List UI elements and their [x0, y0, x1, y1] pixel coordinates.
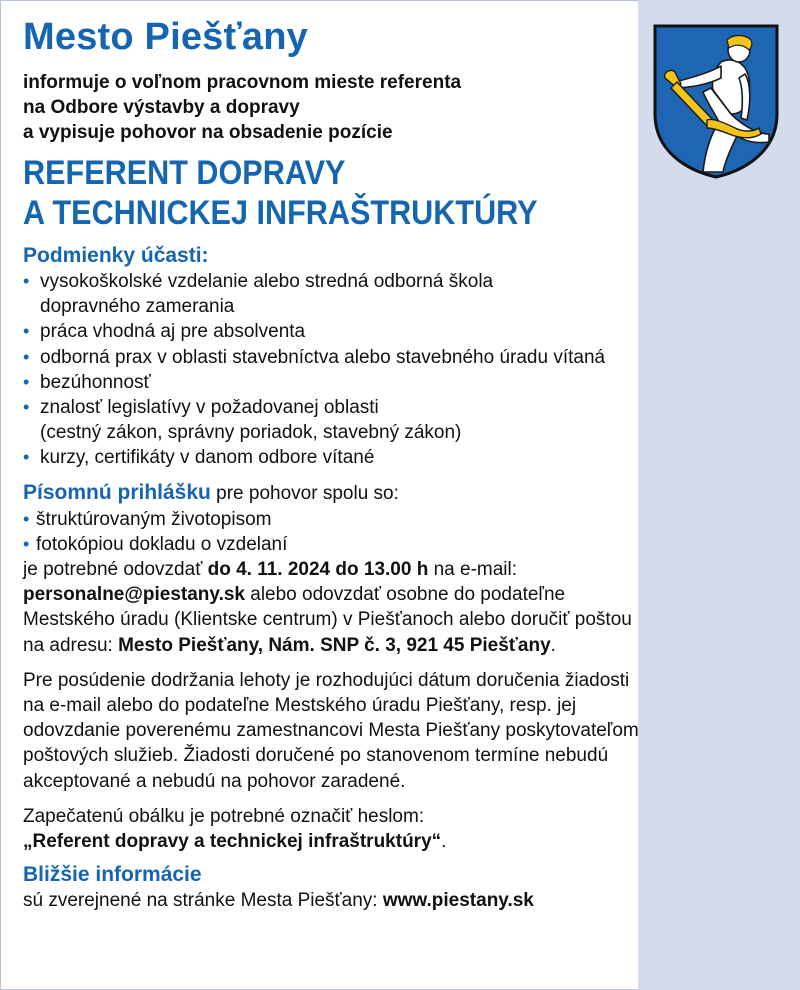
email-post: alebo odovzdať osobne do podateľne: [244, 584, 566, 606]
envelope-slogan-line: [23, 829, 763, 854]
list-item-text: • kurzy, certifikáty v danom odbore vítané: [40, 447, 375, 469]
application-heading-rest: pre pohovor spolu so:: [210, 482, 399, 504]
notice-line: poštových služieb. Žiadosti doručené po stanovenom termíne nebudú: [23, 745, 609, 767]
list-item: • fotokópiou dokladu o vzdelaní: [23, 532, 763, 557]
notice: [23, 668, 763, 794]
intro: [23, 70, 763, 145]
list-item-text: • práca vhodná aj pre absolventa: [40, 321, 306, 343]
address: Mesto Piešťany, Nám. SNP č. 3, 921 45 Piešťany: [118, 634, 551, 656]
envelope-line: Zapečatenú obálku je potrebné označiť heslom:: [23, 805, 425, 827]
list-item-text: • bezúhonnosť: [40, 371, 151, 393]
application-list: [23, 507, 763, 557]
intro-line: informuje o voľnom pracovnom mieste referenta: [23, 72, 462, 93]
notice-line: Pre posúdenie dodržania lehoty je rozhodujúci dátum doručenia žiadosti: [23, 669, 630, 691]
list-item: [23, 269, 763, 319]
application-heading-line: [23, 480, 763, 507]
email-line: [23, 582, 763, 607]
position-title-line: A TECHNICKEJ INFRAŠTRUKTÚRY: [23, 194, 538, 232]
deadline-line: [23, 557, 763, 582]
list-item-text: dopravného zamerania: [40, 296, 235, 318]
conditions-list: [23, 269, 763, 471]
deadline: do 4. 11. 2024 do 13.00 h: [207, 559, 429, 581]
city-name: Mesto Piešťany: [23, 16, 308, 58]
deadline-post: na e-mail:: [428, 559, 518, 581]
address-post: .: [550, 634, 556, 656]
list-item: [23, 319, 763, 344]
envelope-slogan-post: .: [441, 831, 447, 853]
address-line: [23, 633, 763, 658]
deadline-pre: je potrebné odovzdať: [23, 559, 208, 581]
website-link[interactable]: www.piestany.sk: [382, 890, 534, 912]
more-info-text: sú zverejnené na stránke Mesta Piešťany:: [23, 890, 383, 912]
application-heading: Písomnú prihlášku: [23, 480, 211, 504]
email: personalne@piestany.sk: [23, 584, 245, 606]
more-info-heading: Bližšie informácie: [23, 863, 202, 887]
list-item: [23, 345, 763, 370]
office-line: Mestského úradu (Klientske centrum) v Piešťanoch alebo doručiť poštou: [23, 609, 632, 631]
list-item: [23, 445, 763, 470]
envelope: [23, 804, 763, 854]
address-pre: na adresu:: [23, 634, 119, 656]
position-title: [23, 153, 689, 233]
list-item: [23, 370, 763, 395]
list-item-text: • znalosť legislatívy v požadovanej oblasti: [40, 397, 379, 419]
intro-line: na Odbore výstavby a dopravy: [23, 97, 300, 118]
notice-line: na e-mail alebo do podateľne Mestského úradu Piešťany, resp. jej: [23, 695, 577, 717]
list-item-text: (cestný zákon, správny poriadok, stavebný zákon): [40, 422, 462, 444]
more-info-line: [23, 888, 763, 913]
content: [23, 14, 763, 913]
envelope-slogan: „Referent dopravy a technickej infraštruktúry“: [23, 831, 442, 853]
list-item-text: • vysokoškolské vzdelanie alebo stredná odborná škola: [40, 271, 494, 292]
list-item: • štruktúrovaným životopisom: [23, 507, 763, 532]
notice-line: odovzdanie poverenému zamestnancovi Mesta Piešťany poskytovateľom: [23, 720, 639, 742]
position-title-line: REFERENT DOPRAVY: [23, 154, 346, 192]
notice-line: akceptované a nebudú na pohovor zaradené.: [23, 770, 406, 792]
intro-line: a vypisuje pohovor na obsadenie pozície: [23, 122, 393, 143]
list-item-text: • odborná prax v oblasti stavebníctva alebo stavebného úradu vítaná: [40, 346, 606, 368]
list-item: [23, 395, 763, 445]
conditions-heading: Podmienky účasti:: [23, 244, 209, 267]
